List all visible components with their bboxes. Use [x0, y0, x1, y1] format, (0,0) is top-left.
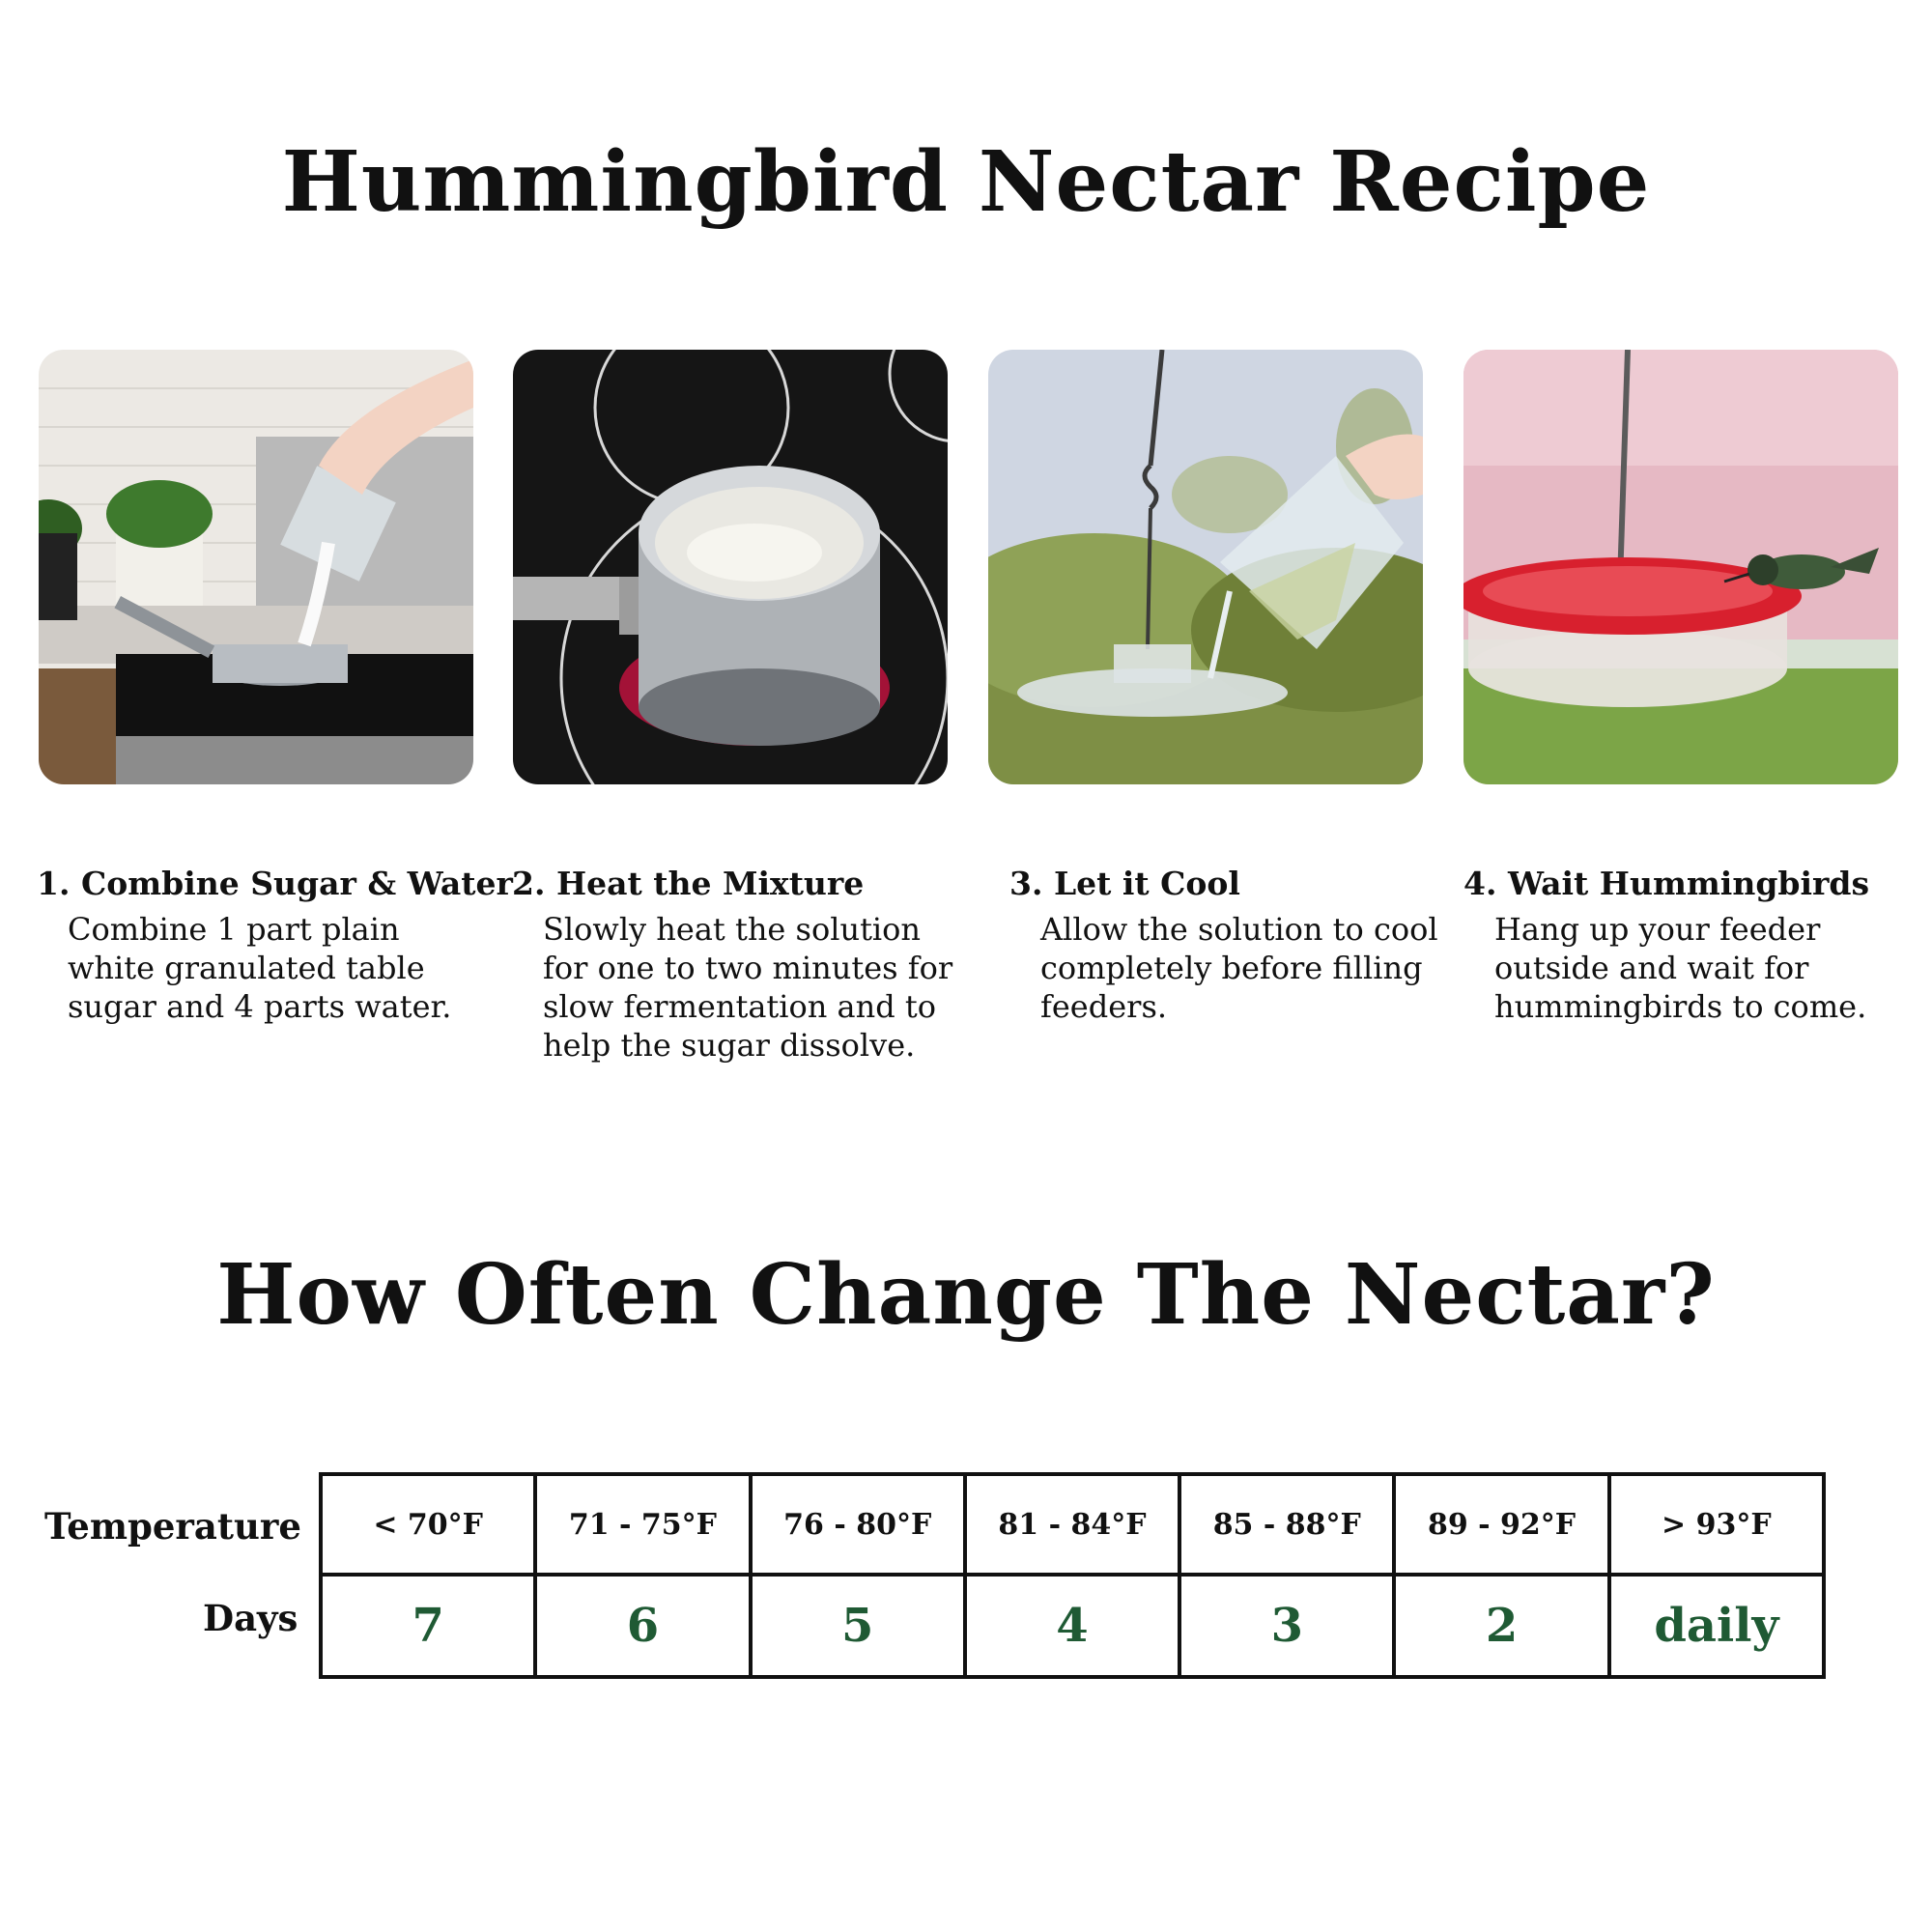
- days-cell: 2: [1394, 1575, 1608, 1677]
- step-1: [37, 865, 513, 1026]
- days-cell: 5: [751, 1575, 965, 1677]
- temperature-cell: 71 - 75°F: [535, 1474, 750, 1575]
- nectar-change-table: [319, 1472, 1826, 1679]
- days-cell: 6: [535, 1575, 750, 1677]
- step-4: [1463, 865, 1918, 1026]
- pouring-nectar-into-feeder-photo: [988, 350, 1423, 784]
- frequency-title: How Often Change The Nectar?: [216, 1246, 1716, 1344]
- step-title: 2. Heat the Mixture: [512, 865, 865, 902]
- temperature-cell: 85 - 88°F: [1179, 1474, 1394, 1575]
- pouring-sugar-into-pan-photo: [39, 350, 473, 784]
- step-title: 4. Wait Hummingbirds: [1463, 865, 1870, 902]
- days-cell: daily: [1609, 1575, 1824, 1677]
- temperature-cell: < 70°F: [321, 1474, 535, 1575]
- temperature-row: [321, 1474, 1824, 1575]
- temperature-cell: 76 - 80°F: [751, 1474, 965, 1575]
- hummingbird-at-feeder-photo: [1463, 350, 1898, 784]
- days-cell: 7: [321, 1575, 535, 1677]
- recipe-title: Hummingbird Nectar Recipe: [281, 133, 1651, 231]
- temperature-cell: 89 - 92°F: [1394, 1474, 1608, 1575]
- temperature-cell: 81 - 84°F: [965, 1474, 1179, 1575]
- days-row-label: Days: [203, 1597, 298, 1639]
- days-cell: 3: [1179, 1575, 1394, 1677]
- step-description: Hang up your feeder outside and wait for hummingbirds to come.: [1494, 911, 1867, 1025]
- days-cell: 4: [965, 1575, 1179, 1677]
- days-row: [321, 1575, 1824, 1677]
- step-description: Slowly heat the solution for one to two minutes for slow fermentation and to help the sugar dissolve.: [543, 911, 953, 1064]
- saucepan-on-stove-photo: [513, 350, 948, 784]
- step-description: Allow the solution to cool completely before filling feeders.: [1040, 911, 1438, 1025]
- temperature-row-label: Temperature: [44, 1505, 301, 1548]
- temperature-cell: > 93°F: [1609, 1474, 1824, 1575]
- step-title: 3. Let it Cool: [1009, 865, 1240, 902]
- step-title: 1. Combine Sugar & Water: [37, 865, 513, 902]
- step-description: Combine 1 part plain white granulated table sugar and 4 parts water.: [68, 911, 452, 1025]
- step-3: [1009, 865, 1463, 1026]
- step-2: [512, 865, 966, 1065]
